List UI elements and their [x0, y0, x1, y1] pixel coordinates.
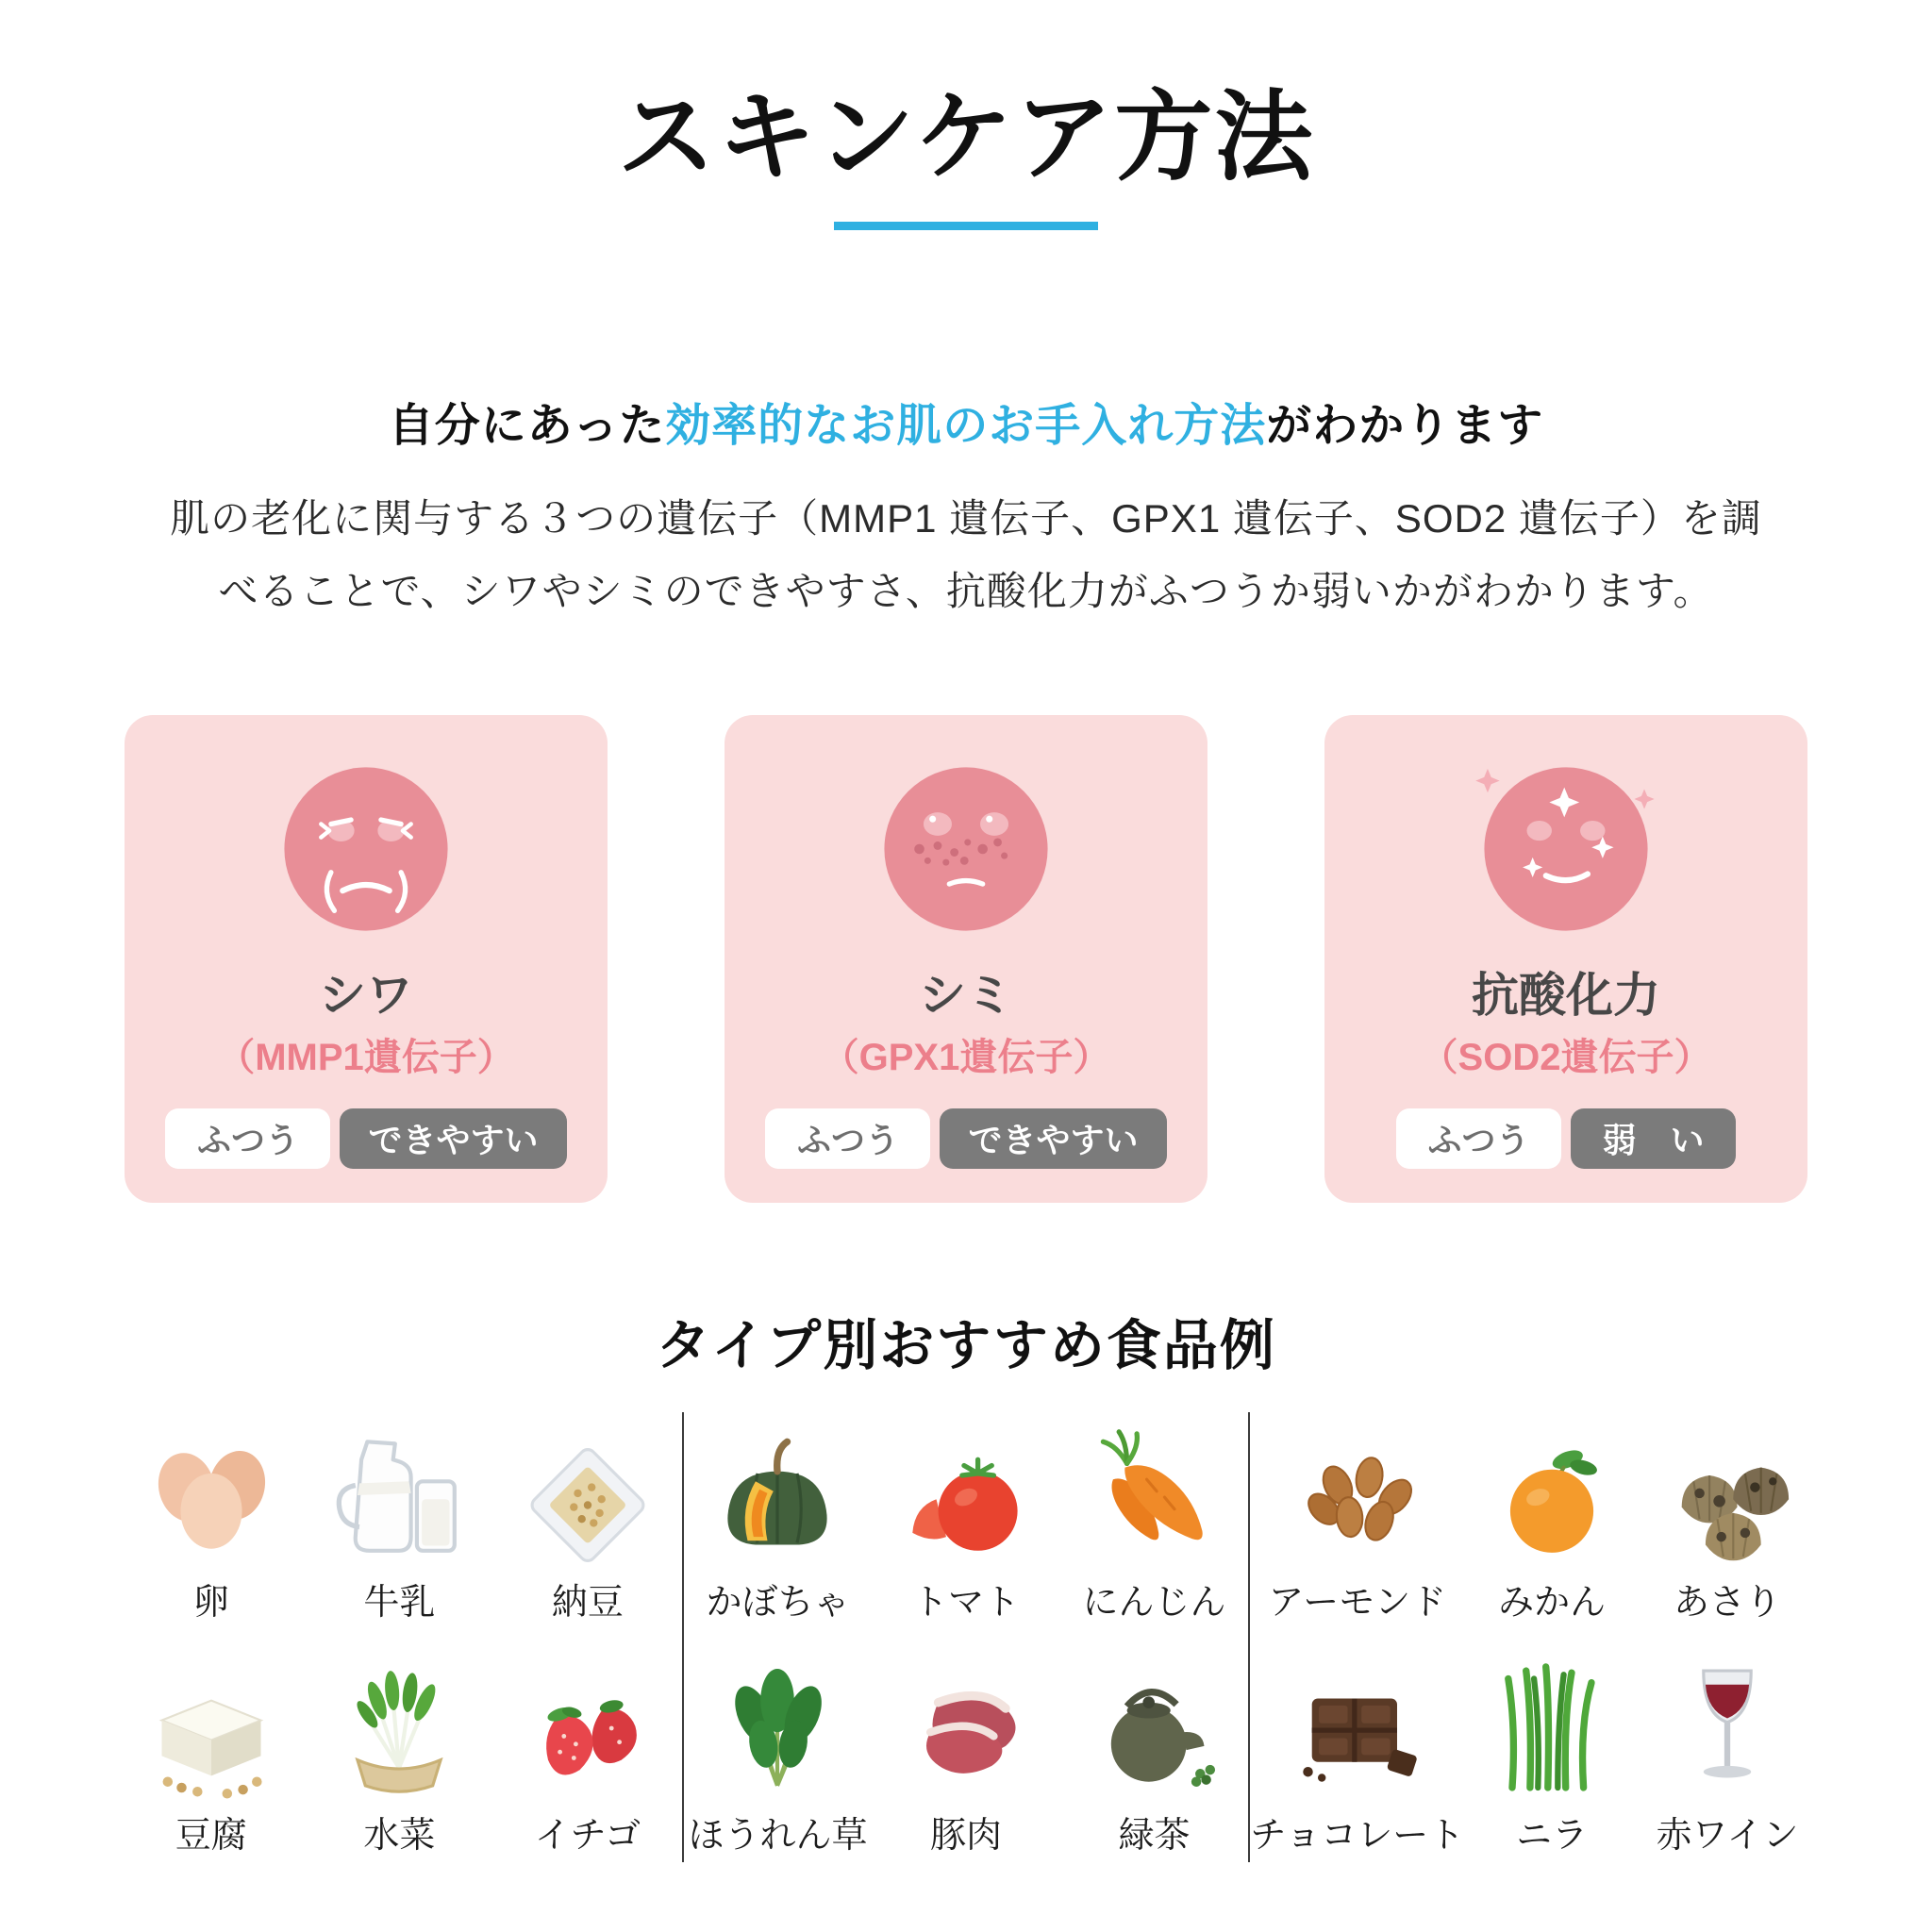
- nira-icon: [1473, 1649, 1631, 1807]
- description: [0, 482, 1932, 628]
- status-chips: [1396, 1108, 1736, 1169]
- food-label: にんじん: [1082, 1582, 1226, 1623]
- card-gene: （SOD2遺伝子）: [1420, 1036, 1712, 1078]
- food-label: あさり: [1674, 1582, 1782, 1623]
- almond-icon: [1278, 1416, 1437, 1574]
- subtitle-post: がわかります: [1266, 400, 1544, 451]
- status-chip-result[interactable]: 弱 い: [1571, 1108, 1736, 1169]
- food-label: かぼちゃ: [706, 1582, 850, 1623]
- food-item-carrot: [1060, 1416, 1249, 1625]
- description-line-2: べることで、シワやシミのできやすさ、抗酸化力がふつうか弱いかがわかります。: [218, 569, 1714, 614]
- food-item-pumpkin: [684, 1416, 873, 1625]
- food-group-spots: [682, 1412, 1249, 1862]
- pumpkin-icon: [698, 1416, 857, 1574]
- milk-icon: [320, 1416, 478, 1574]
- food-label: ニラ: [1516, 1816, 1589, 1857]
- tomato-icon: [887, 1416, 1045, 1574]
- food-item-mizuna: [306, 1649, 494, 1858]
- card-wrinkle: [125, 715, 608, 1203]
- chocolate-icon: [1278, 1649, 1437, 1807]
- food-item-almond: [1250, 1416, 1464, 1625]
- food-item-mandarin: [1464, 1416, 1640, 1625]
- food-item-chocolate: [1250, 1649, 1464, 1858]
- clam-icon: [1648, 1416, 1807, 1574]
- food-grid: [117, 1412, 1815, 1862]
- gene-cards: [0, 715, 1932, 1203]
- subtitle-highlight: 効率的なお肌のお手入れ方法: [665, 400, 1267, 451]
- page-title: スキンケア方法: [617, 83, 1315, 192]
- food-item-egg: [117, 1416, 306, 1625]
- status-chip-result[interactable]: できやすい: [340, 1108, 566, 1169]
- food-item-tomato: [872, 1416, 1060, 1625]
- card-antioxidant: [1324, 715, 1807, 1203]
- card-spots: [724, 715, 1208, 1203]
- food-item-spinach: [684, 1649, 873, 1858]
- subtitle: [0, 389, 1932, 454]
- pork-icon: [887, 1649, 1045, 1807]
- food-label: トマト: [911, 1582, 1020, 1623]
- food-group-wrinkle: [117, 1412, 682, 1862]
- spots-face-icon: [866, 749, 1066, 949]
- food-label: 水菜: [363, 1816, 436, 1857]
- description-line-1: 肌の老化に関与する３つの遺伝子（MMP1 遺伝子、GPX1 遺伝子、SOD2 遺伝子）を調: [170, 495, 1762, 541]
- status-chip-result[interactable]: できやすい: [940, 1108, 1166, 1169]
- food-item-redwine: [1640, 1649, 1815, 1858]
- food-label: アーモンド: [1268, 1582, 1447, 1623]
- food-item-tofu: [117, 1649, 306, 1858]
- food-item-greentea: [1060, 1649, 1249, 1858]
- title-underline: [834, 222, 1098, 230]
- status-chip-normal[interactable]: ふつう: [765, 1108, 930, 1169]
- status-chips: [765, 1108, 1166, 1169]
- food-label: 卵: [192, 1582, 229, 1623]
- card-label: シミ: [919, 969, 1013, 1023]
- food-item-clam: [1640, 1416, 1815, 1625]
- strawberry-icon: [508, 1649, 667, 1807]
- card-label: 抗酸化力: [1472, 969, 1660, 1023]
- food-section-title: タイプ別おすすめ食品例: [656, 1314, 1276, 1376]
- food-label: 緑茶: [1118, 1816, 1191, 1857]
- food-label: ほうれん草: [688, 1816, 868, 1857]
- redwine-icon: [1648, 1649, 1807, 1807]
- status-chip-normal[interactable]: ふつう: [165, 1108, 330, 1169]
- food-item-nira: [1464, 1649, 1640, 1858]
- food-label: みかん: [1498, 1582, 1607, 1623]
- mizuna-icon: [320, 1649, 478, 1807]
- status-chips: [165, 1108, 566, 1169]
- wrinkle-face-icon: [266, 749, 466, 949]
- food-label: 牛乳: [363, 1582, 436, 1623]
- mandarin-icon: [1473, 1416, 1631, 1574]
- food-item-natto: [493, 1416, 682, 1625]
- food-item-milk: [306, 1416, 494, 1625]
- food-label: 赤ワイン: [1656, 1816, 1799, 1857]
- food-group-antioxidant: [1248, 1412, 1815, 1862]
- natto-icon: [508, 1416, 667, 1574]
- status-chip-normal[interactable]: ふつう: [1396, 1108, 1561, 1169]
- card-gene: （GPX1遺伝子）: [821, 1036, 1111, 1078]
- food-item-pork: [872, 1649, 1060, 1858]
- food-label: イチゴ: [534, 1816, 641, 1857]
- food-label: 豆腐: [175, 1816, 247, 1857]
- food-label: 納豆: [551, 1582, 624, 1623]
- food-label: チョコレート: [1250, 1816, 1465, 1857]
- food-label: 豚肉: [929, 1816, 1002, 1857]
- subtitle-pre: 自分にあった: [388, 400, 666, 451]
- spinach-icon: [698, 1649, 857, 1807]
- tofu-icon: [132, 1649, 291, 1807]
- egg-icon: [132, 1416, 291, 1574]
- card-label: シワ: [319, 969, 413, 1023]
- greentea-icon: [1075, 1649, 1234, 1807]
- food-item-strawberry: [493, 1649, 682, 1858]
- carrot-icon: [1075, 1416, 1234, 1574]
- card-gene: （MMP1遺伝子）: [217, 1036, 515, 1078]
- sparkle-face-icon: [1466, 749, 1666, 949]
